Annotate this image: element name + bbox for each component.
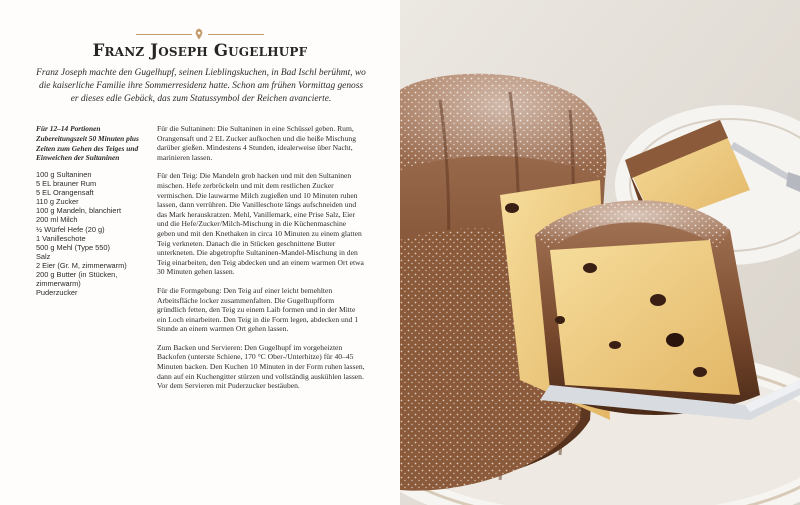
- ingredient-item: 110 g Zucker: [36, 197, 79, 207]
- ingredient-item: ½ Würfel Hefe (20 g): [36, 224, 105, 234]
- ingredient-item: 500 g Mehl (Type 550): [36, 242, 110, 252]
- ingredient-list: [36, 170, 148, 297]
- ingredient-item: 100 g Sultaninen: [36, 170, 92, 179]
- ingredient-item: 200 g Butter (in Stücken,: [36, 270, 118, 280]
- gugelhupf-cake-photo-icon: [400, 0, 800, 505]
- ingredient-item: 100 g Mandeln, blanchiert: [36, 206, 122, 216]
- recipe-intro: Franz Joseph machte den Gugelhupf, seinen Lieblingskuchen, in Bad Ischl berühmt, wo die kaiserliche Familie ihre Sommerresidenz hatte. Schon am frühen Vormittag genoss er dieses edle Gebäck, das zum Statussymbol der Reichen avancierte.: [36, 68, 366, 104]
- ingredient-item: zimmerwarm): [36, 279, 81, 289]
- ingredient-item: 5 EL Orangensaft: [36, 188, 94, 198]
- title-ornament: [0, 28, 400, 42]
- step-dough: Für den Teig: Die Mandeln grob hacken und mit den Sultaninen mischen. Hefe zerbröckeln und mit dem restlichen Zucker vermischen. Die lauwarme Milch zugießen und 10 Minuten ruhen lassen, dann verrühren. Die Vanilleschote längs aufschneiden und das Mark herauskratzen. Mehl, Vanillemark, eine Prise Salz, Eier und die Hefe/Zucker/Milch-Mischung in die Küchenmaschine geben und mit den Knethaken in circa 10 Minuten zu einem glatten Teig verkneten. Danach die in Stücken geschnittene Butter unterkneten. Die abgetropfte Sultaninen-Mandel-Mischung in den Teig einarbeiten, den Teig abdecken und an einem warmen Ort etwa 30 Minuten gehen lassen.: [157, 171, 364, 277]
- ingredient-item: 2 Eier (Gr. M, zimmerwarm): [36, 260, 127, 270]
- instruction-steps: [157, 124, 365, 400]
- recipe-title: Franz Joseph Gugelhupf: [92, 41, 308, 60]
- step-baking: Zum Backen und Servieren: Den Gugelhupf im vorgeheizten Backofen (unterste Schiene, 170 °C Ober-/Unterhitze) für 40–45 Minuten backen. Den Kuchen 10 Minuten in der Form ruhen lassen, dann auf ein Kuchengitter stürzen und vollständig auskühlen lassen. Vor dem Servieren mit Puderzucker bestäuben.: [157, 342, 365, 391]
- ingredient-item: 200 ml Milch: [36, 215, 78, 225]
- ingredient-item: 5 EL brauner Rum: [36, 179, 97, 189]
- step-sultanas: Für die Sultaninen: Die Sultaninen in eine Schüssel geben. Rum, Orangensaft und 2 EL Zucker aufkochen und die heiße Mischung darüber gießen. Mindestens 4 Stunden, idealerweise über Nacht, marinieren lassen.: [157, 124, 356, 162]
- ingredient-item: 1 Vanilleschote: [36, 233, 86, 243]
- step-shaping: Für die Formgebung: Den Teig auf einer leicht bemehlten Arbeitsfläche locker zusammenfalten. Die Gugelhupfform gründlich fetten, den Teig zu einem Laib formen und in der Mitte ein Loch einarbeiten. Den Teig in die Form legen, abdecken und 1 Stunde an einem warmen Ort gehen lassen.: [157, 285, 359, 334]
- ingredient-item: Salz: [36, 251, 51, 261]
- ingredient-item: Puderzucker: [36, 288, 78, 298]
- cake-photo: [400, 0, 800, 505]
- ornament-line-left: [136, 34, 192, 35]
- yield-and-time: Für 12–14 Portionen Zubereitungszeit 50 Minuten plus Zeiten zum Gehen des Teiges und Einweichen der Sultaninen: [36, 124, 139, 163]
- crest-icon: [193, 28, 205, 40]
- ornament-line-right: [208, 34, 264, 35]
